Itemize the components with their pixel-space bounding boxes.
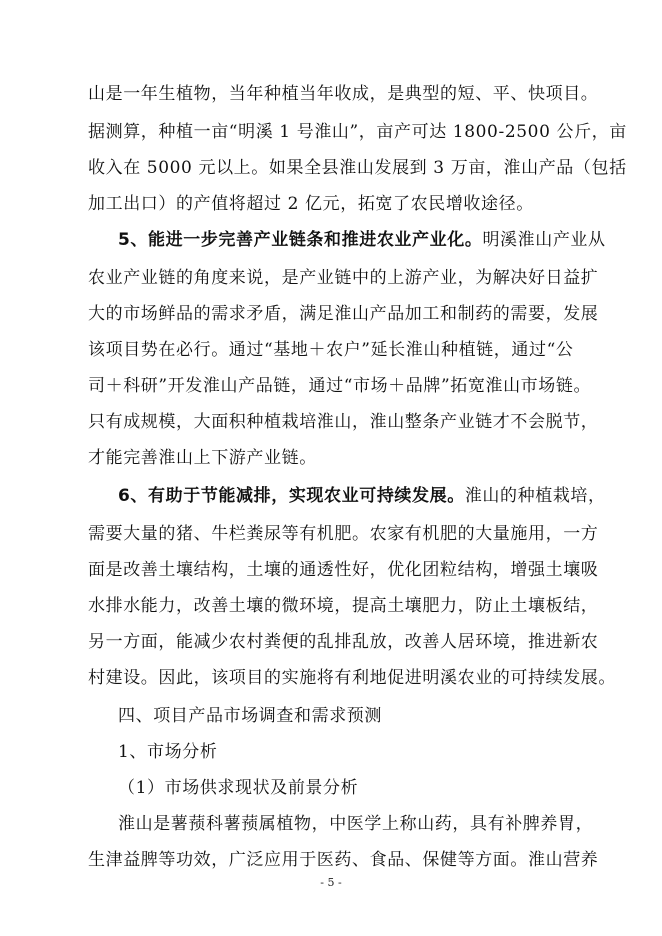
section-5-first-line-text: 明溪淮山产业从 [482, 230, 606, 250]
section-6-title: 6、有助于节能减排，实现农业可持续发展。 [118, 486, 465, 506]
subheading-supply-demand: （1）市场供求现状及前景分析 [118, 778, 359, 798]
paragraph-line: 需要大量的猪、牛栏粪尿等有机肥。农家有机肥的大量施用，一方 [88, 524, 599, 544]
paragraph-line: 大的市场鲜品的需求矛盾，满足淮山产品加工和制药的需要，发展 [88, 304, 599, 324]
paragraph-line: 村建设。因此，该项目的实施将有利地促进明溪农业的可持续发展。 [88, 668, 616, 688]
paragraph-line: 收入在 5000 元以上。如果全县淮山发展到 3 万亩，淮山产品（包括 [88, 158, 627, 178]
paragraph-line: 水排水能力，改善土壤的微环境，提高土壤肥力，防止土壤板结， [88, 596, 599, 616]
paragraph-line: 山是一年生植物，当年种植当年收成，是典型的短、平、快项目。 [88, 84, 599, 104]
paragraph-line: 另一方面，能减少农村粪便的乱排乱放，改善人居环境，推进新农 [88, 632, 599, 652]
section-5-first-line [118, 230, 606, 250]
section-5-title: 5、能进一步完善产业链条和推进农业产业化。 [118, 230, 483, 250]
paragraph-line: 淮山是薯蓣科薯蓣属植物，中医学上称山药，具有补脾养胃， [118, 814, 594, 834]
paragraph-line: 司＋科研”开发淮山产品链，通过“市场＋品牌”拓宽淮山市场链。 [88, 376, 592, 396]
paragraph-line: 据测算，种植一亩“明溪 1 号淮山”，亩产可达 1800-2500 公斤，亩 [88, 122, 627, 142]
paragraph-line: 生津益脾等功效，广泛应用于医药、食品、保健等方面。淮山营养 [88, 850, 599, 870]
paragraph-line: 面是改善土壤结构，土壤的通透性好，优化团粒结构，增强土壤吸 [88, 560, 599, 580]
subheading-market-analysis: 1、市场分析 [118, 742, 218, 762]
section-four-heading: 四、项目产品市场调查和需求预测 [118, 706, 382, 726]
section-6-first-line-text: 淮山的种植栽培， [464, 486, 606, 506]
page-number: - 5 - [320, 876, 342, 889]
section-6-first-line [118, 486, 606, 506]
paragraph-line: 只有成规模，大面积种植栽培淮山，淮山整条产业链才不会脱节， [88, 412, 599, 432]
paragraph-line: 该项目势在必行。通过“基地＋农户”延长淮山种植链，通过“公 [88, 340, 574, 360]
paragraph-line: 加工出口）的产值将超过 2 亿元，拓宽了农民增收途径。 [88, 194, 534, 214]
paragraph-line: 才能完善淮山上下游产业链。 [88, 448, 317, 468]
paragraph-line: 农业产业链的角度来说，是产业链中的上游产业，为解决好日益扩 [88, 268, 599, 288]
